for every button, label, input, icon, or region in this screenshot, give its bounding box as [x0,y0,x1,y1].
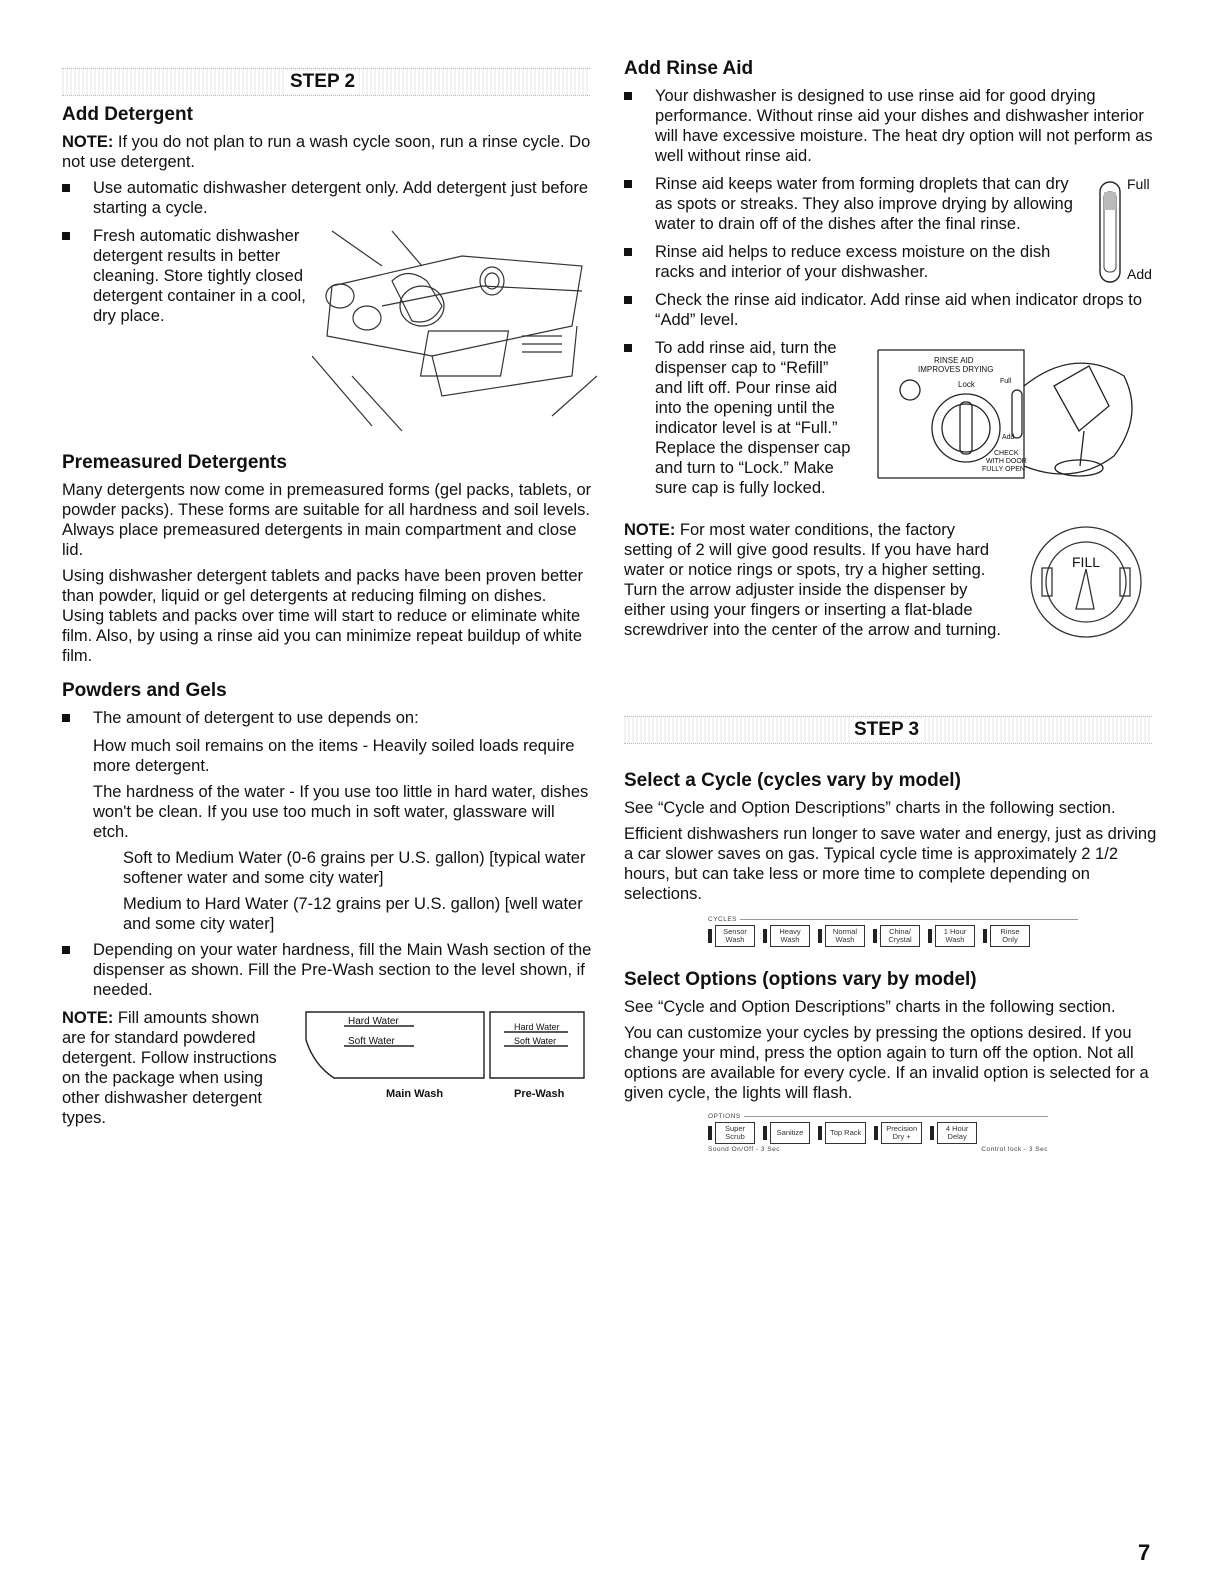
rinse-aid-section [624,58,1164,656]
select-options-p2: You can customize your cycles by pressing the options desired. If you change your mind, press the option again to turn off the option. Not all options are available for every cycle. If an invalid option is selected for a given cycle, the lights will flash. [624,1024,1149,1102]
cycle-button-china-crystal[interactable]: China/ Crystal [873,925,920,947]
powders-sub-1: How much soil remains on the items - Heavily soiled loads require more detergent. [93,737,575,775]
select-cycle-p2: Efficient dishwashers run longer to save water and energy, just as driving a car slower saves on gas. Typical cycle time is approximately 2 1/2 hours, but can take less or more time to complete depending on selections. [624,825,1157,903]
dial-fill-text: FILL [1072,554,1101,570]
step-2-banner [62,68,590,96]
step-3-banner [624,716,1152,744]
cap-rinse-aid-text: RINSE AID [934,356,974,365]
detergent-dispenser-illustration [312,226,597,431]
step-3-label: STEP 3 [850,719,923,741]
cap-full-text: Full [1000,378,1012,385]
select-cycle-p1: See “Cycle and Option Descriptions” charts in the following section. [624,799,1116,817]
rinse-bullet-1: Your dishwasher is designed to use rinse aid for good drying performance. Without rinse aid your dishes and dishwasher interior will have excessive moisture. The heat dry option will not perform as well without rinse aid. [624,86,1164,166]
main-hard-water-label: Hard Water [348,1016,399,1027]
gauge-full-label: Full [1127,176,1150,192]
option-button-sanitize[interactable]: Sanitize [763,1122,810,1144]
cycle-button-1-hour-wash[interactable]: 1 Hour Wash [928,925,975,947]
cap-add-text: Add [1002,434,1015,441]
option-button-super-scrub[interactable]: Super Scrub [708,1122,755,1144]
cycle-button-heavy-wash[interactable]: Heavy Wash [763,925,810,947]
premeasured-p1: Many detergents now come in premeasured forms (gel packs, tablets, or powder packs). These forms are suitable for all hardness and soil levels. Always place premeasured detergents in main compartment and close lid. [62,481,592,559]
cap-check-text: CHECK [994,450,1019,457]
cycle-button-normal-wash[interactable]: Normal Wash [818,925,865,947]
option-button-4-hour-delay[interactable]: 4 Hour Delay [930,1122,977,1144]
detergent-bullet-1: Use automatic dishwasher detergent only. Add detergent just before starting a cycle. [62,178,592,218]
detergent-bullet-2: Fresh automatic dishwasher detergent results in better cleaning. Store tightly closed detergent container in a cool, dry place. [62,226,313,326]
step-2-label: STEP 2 [286,71,359,93]
option-button-precision-dry[interactable]: Precision Dry + [874,1122,922,1144]
step-3-section [624,770,1164,1153]
cycles-label: CYCLES [708,916,738,923]
cap-improves-text: IMPROVES DRYING [918,365,994,374]
sound-toggle-note: Sound On/Off - 3 Sec [708,1146,781,1153]
rinse-aid-heading: Add Rinse Aid [624,58,754,79]
cap-lock-text: Lock [958,380,975,389]
cycles-panel [708,916,1078,947]
powders-heading: Powders and Gels [62,680,227,701]
premeasured-p2: Using dishwasher detergent tablets and packs have been proven better than powder, liquid or gel detergents at reducing filming on dishes. Using tablets and packs over time will start to reduce or eliminate white film. Also, by using a rinse aid you can minimize repeat buildup of white film. [62,567,583,665]
rinse-bullet-3: Rinse aid helps to reduce excess moisture on the dish racks and interior of your dishwasher. [624,242,1085,282]
control-lock-note: Control lock - 3 Sec [981,1146,1048,1153]
option-button-top-rack[interactable]: Top Rack [818,1122,866,1144]
options-label: OPTIONS [708,1113,741,1120]
page-number: 7 [1138,1540,1151,1565]
main-wash-label: Main Wash [386,1088,444,1100]
rinse-note: NOTE: For most water conditions, the factory setting of 2 will give good results. If you have hard water or notice rings or spots, try a higher setting. Turn the arrow adjuster inside the dispenser by either using your fingers or inserting a flat-blade screwdriver into the center of the arrow and turning. [624,521,1001,639]
pre-wash-label: Pre-Wash [514,1088,565,1100]
rinse-bullet-2: Rinse aid keeps water from forming droplets that can dry as spots or streaks. They also improve drying by allowing water to drain off of the dishes after the final rinse. [624,174,1085,234]
select-cycle-heading: Select a Cycle (cycles vary by model) [624,770,961,791]
gauge-add-label: Add [1127,266,1152,282]
powders-note: NOTE: Fill amounts shown are for standard powdered detergent. Follow instructions on the package when using other dishwasher detergent types. [62,1009,277,1127]
step-2-section [62,104,592,1128]
pre-soft-water-label: Soft Water [514,1036,557,1046]
rinse-gauge [1096,174,1156,289]
rinse-bullet-5: To add rinse aid, turn the dispenser cap to “Refill” and lift off. Pour rinse aid into the opening until the indicator level is at “Full.” Replace the dispenser cap and turn to “Lock.” Make sure cap is fully locked. [624,338,851,498]
powders-sub-4: Medium to Hard Water (7-12 grains per U.S. gallon) [well water and some city water] [123,895,583,933]
add-detergent-note: NOTE: If you do not plan to run a wash cycle soon, run a rinse cycle. Do not use detergent. [62,133,591,171]
powders-bullet-1: The amount of detergent to use depends on: [62,708,592,728]
rinse-adjuster-dial [1028,524,1144,640]
powders-sub-2: The hardness of the water - If you use too little in hard water, dishes won't be clean. If you use too much in soft water, glassware will etch. [93,783,589,841]
cap-fully-open-text: FULLY OPEN [982,466,1025,473]
main-soft-water-label: Soft Water [348,1036,395,1047]
select-options-heading: Select Options (options vary by model) [624,969,977,990]
cap-with-door-text: WITH DOOR [986,458,1027,465]
rinse-cap-illustration [874,346,1154,496]
powders-bullet-2: Depending on your water hardness, fill the Main Wash section of the dispenser as shown. Fill the Pre-Wash section to the level shown, if needed. [62,940,592,1000]
premeasured-heading: Premeasured Detergents [62,452,287,473]
powders-sub-3: Soft to Medium Water (0-6 grains per U.S. gallon) [typical water softener water and some city water] [123,849,586,887]
select-options-p1: See “Cycle and Option Descriptions” charts in the following section. [624,998,1116,1016]
rinse-bullet-4: Check the rinse aid indicator. Add rinse aid when indicator drops to “Add” level. [624,290,1164,330]
cycle-button-sensor-wash[interactable]: Sensor Wash [708,925,755,947]
pre-hard-water-label: Hard Water [514,1022,560,1032]
options-panel [708,1113,1048,1153]
cycle-button-rinse-only[interactable]: Rinse Only [983,925,1030,947]
add-detergent-heading: Add Detergent [62,104,193,125]
fill-level-diagram [304,1010,594,1110]
